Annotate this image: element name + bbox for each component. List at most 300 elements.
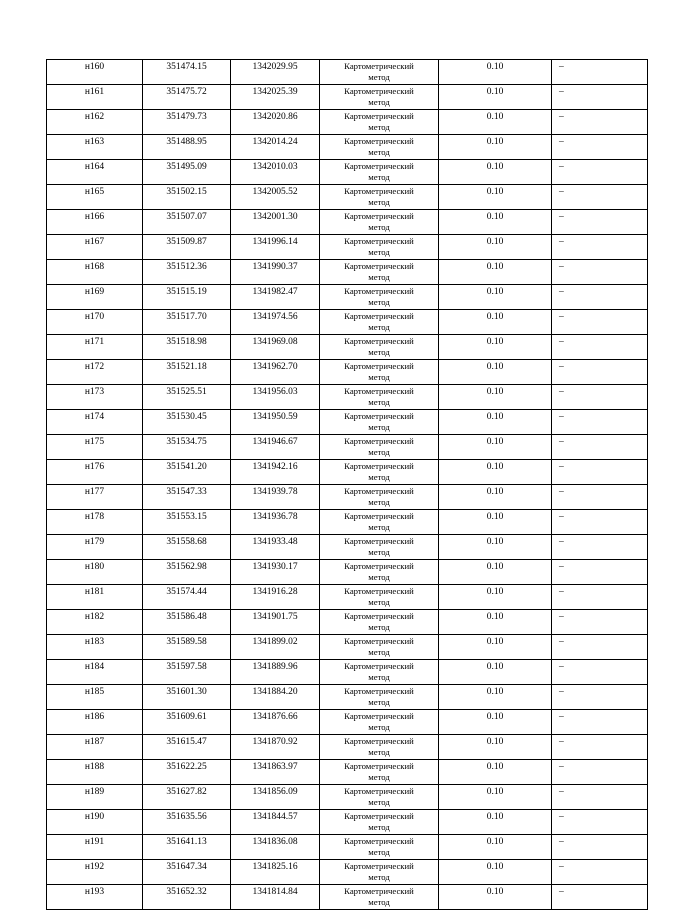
note-cell: – — [552, 735, 648, 760]
method-label-line1: Картометрический — [344, 136, 414, 146]
note-cell: – — [552, 585, 648, 610]
y-coordinate-cell: 1342029.95 — [231, 60, 320, 85]
x-coordinate-cell: 351534.75 — [143, 435, 231, 460]
y-coordinate-cell: 1341946.67 — [231, 435, 320, 460]
method-label-line2: метод — [368, 471, 390, 482]
point-id-cell: н162 — [47, 110, 143, 135]
point-id-cell: н165 — [47, 185, 143, 210]
accuracy-cell: 0.10 — [439, 560, 552, 585]
method-label-line2: метод — [368, 121, 390, 132]
y-coordinate-cell: 1341884.20 — [231, 685, 320, 710]
method-label-line1: Картометрический — [344, 186, 414, 196]
accuracy-cell: 0.10 — [439, 235, 552, 260]
point-id-cell: н183 — [47, 635, 143, 660]
accuracy-cell: 0.10 — [439, 210, 552, 235]
method-cell — [320, 360, 439, 385]
accuracy-cell: 0.10 — [439, 760, 552, 785]
method-label-line1: Картометрический — [344, 686, 414, 696]
method-cell — [320, 185, 439, 210]
method-label-line2: метод — [368, 721, 390, 732]
method-label-line1: Картометрический — [344, 711, 414, 721]
accuracy-cell: 0.10 — [439, 310, 552, 335]
method-label-line1: Картометрический — [344, 411, 414, 421]
point-id-cell: н176 — [47, 460, 143, 485]
x-coordinate-cell: 351525.51 — [143, 385, 231, 410]
method-label-line1: Картометрический — [344, 486, 414, 496]
y-coordinate-cell: 1341939.78 — [231, 485, 320, 510]
accuracy-cell: 0.10 — [439, 160, 552, 185]
y-coordinate-cell: 1342005.52 — [231, 185, 320, 210]
point-id-cell: н181 — [47, 585, 143, 610]
note-cell: – — [552, 860, 648, 885]
accuracy-cell: 0.10 — [439, 435, 552, 460]
y-coordinate-cell: 1341844.57 — [231, 810, 320, 835]
y-coordinate-cell: 1341856.09 — [231, 785, 320, 810]
method-cell — [320, 460, 439, 485]
table-row — [47, 735, 648, 760]
point-id-cell: н166 — [47, 210, 143, 235]
note-cell: – — [552, 535, 648, 560]
accuracy-cell: 0.10 — [439, 835, 552, 860]
y-coordinate-cell: 1341933.48 — [231, 535, 320, 560]
note-cell: – — [552, 285, 648, 310]
table-row — [47, 385, 648, 410]
x-coordinate-cell: 351574.44 — [143, 585, 231, 610]
x-coordinate-cell: 351521.18 — [143, 360, 231, 385]
y-coordinate-cell: 1341930.17 — [231, 560, 320, 585]
point-id-cell: н178 — [47, 510, 143, 535]
y-coordinate-cell: 1341982.47 — [231, 285, 320, 310]
method-cell — [320, 160, 439, 185]
x-coordinate-cell: 351512.36 — [143, 260, 231, 285]
method-label-line2: метод — [368, 546, 390, 557]
x-coordinate-cell: 351597.58 — [143, 660, 231, 685]
method-cell — [320, 260, 439, 285]
accuracy-cell: 0.10 — [439, 410, 552, 435]
table-row — [47, 710, 648, 735]
y-coordinate-cell: 1341962.70 — [231, 360, 320, 385]
note-cell: – — [552, 510, 648, 535]
table-row — [47, 160, 648, 185]
method-label-line1: Картометрический — [344, 161, 414, 171]
note-cell: – — [552, 560, 648, 585]
method-label-line2: метод — [368, 396, 390, 407]
table-row — [47, 210, 648, 235]
method-label-line2: метод — [368, 271, 390, 282]
note-cell: – — [552, 635, 648, 660]
accuracy-cell: 0.10 — [439, 535, 552, 560]
method-label-line2: метод — [368, 771, 390, 782]
note-cell: – — [552, 410, 648, 435]
x-coordinate-cell: 351641.13 — [143, 835, 231, 860]
table-row — [47, 785, 648, 810]
method-label-line1: Картометрический — [344, 636, 414, 646]
x-coordinate-cell: 351586.48 — [143, 610, 231, 635]
y-coordinate-cell: 1341990.37 — [231, 260, 320, 285]
point-id-cell: н169 — [47, 285, 143, 310]
accuracy-cell: 0.10 — [439, 85, 552, 110]
accuracy-cell: 0.10 — [439, 685, 552, 710]
method-cell — [320, 760, 439, 785]
method-label-line1: Картометрический — [344, 211, 414, 221]
method-cell — [320, 485, 439, 510]
method-label-line2: метод — [368, 296, 390, 307]
method-cell — [320, 110, 439, 135]
x-coordinate-cell: 351553.15 — [143, 510, 231, 535]
method-label-line1: Картометрический — [344, 836, 414, 846]
note-cell: – — [552, 485, 648, 510]
y-coordinate-cell: 1341825.16 — [231, 860, 320, 885]
method-label-line1: Картометрический — [344, 511, 414, 521]
accuracy-cell: 0.10 — [439, 335, 552, 360]
table-row — [47, 585, 648, 610]
accuracy-cell: 0.10 — [439, 110, 552, 135]
note-cell: – — [552, 660, 648, 685]
accuracy-cell: 0.10 — [439, 485, 552, 510]
x-coordinate-cell: 351507.07 — [143, 210, 231, 235]
accuracy-cell: 0.10 — [439, 135, 552, 160]
method-label-line1: Картометрический — [344, 261, 414, 271]
method-label-line1: Картометрический — [344, 86, 414, 96]
table-row — [47, 185, 648, 210]
accuracy-cell: 0.10 — [439, 810, 552, 835]
note-cell: – — [552, 435, 648, 460]
method-label-line2: метод — [368, 421, 390, 432]
method-label-line2: метод — [368, 446, 390, 457]
table-row — [47, 285, 648, 310]
note-cell: – — [552, 335, 648, 360]
table-row — [47, 535, 648, 560]
y-coordinate-cell: 1342014.24 — [231, 135, 320, 160]
accuracy-cell: 0.10 — [439, 860, 552, 885]
method-cell — [320, 60, 439, 85]
y-coordinate-cell: 1342001.30 — [231, 210, 320, 235]
x-coordinate-cell: 351609.61 — [143, 710, 231, 735]
accuracy-cell: 0.10 — [439, 785, 552, 810]
method-label-line2: метод — [368, 621, 390, 632]
note-cell: – — [552, 260, 648, 285]
method-label-line2: метод — [368, 246, 390, 257]
method-cell — [320, 785, 439, 810]
method-label-line1: Картометрический — [344, 111, 414, 121]
note-cell: – — [552, 760, 648, 785]
note-cell: – — [552, 885, 648, 910]
x-coordinate-cell: 351479.73 — [143, 110, 231, 135]
note-cell: – — [552, 60, 648, 85]
y-coordinate-cell: 1341916.28 — [231, 585, 320, 610]
method-label-line1: Картометрический — [344, 461, 414, 471]
x-coordinate-cell: 351518.98 — [143, 335, 231, 360]
point-id-cell: н189 — [47, 785, 143, 810]
point-id-cell: н188 — [47, 760, 143, 785]
method-label-line1: Картометрический — [344, 336, 414, 346]
accuracy-cell: 0.10 — [439, 635, 552, 660]
point-id-cell: н170 — [47, 310, 143, 335]
x-coordinate-cell: 351509.87 — [143, 235, 231, 260]
note-cell: – — [552, 110, 648, 135]
table-row — [47, 460, 648, 485]
accuracy-cell: 0.10 — [439, 585, 552, 610]
table-row — [47, 310, 648, 335]
table-row — [47, 60, 648, 85]
note-cell: – — [552, 835, 648, 860]
point-id-cell: н172 — [47, 360, 143, 385]
method-label-line2: метод — [368, 646, 390, 657]
note-cell: – — [552, 210, 648, 235]
method-label-line2: метод — [368, 496, 390, 507]
point-id-cell: н160 — [47, 60, 143, 85]
note-cell: – — [552, 185, 648, 210]
method-cell — [320, 235, 439, 260]
method-label-line1: Картометрический — [344, 436, 414, 446]
method-label-line2: метод — [368, 146, 390, 157]
y-coordinate-cell: 1341974.56 — [231, 310, 320, 335]
accuracy-cell: 0.10 — [439, 385, 552, 410]
method-label-line1: Картометрический — [344, 761, 414, 771]
method-cell — [320, 610, 439, 635]
method-cell — [320, 310, 439, 335]
method-cell — [320, 535, 439, 560]
point-id-cell: н173 — [47, 385, 143, 410]
y-coordinate-cell: 1341901.75 — [231, 610, 320, 635]
method-label-line2: метод — [368, 371, 390, 382]
y-coordinate-cell: 1341996.14 — [231, 235, 320, 260]
accuracy-cell: 0.10 — [439, 185, 552, 210]
x-coordinate-cell: 351547.33 — [143, 485, 231, 510]
method-label-line2: метод — [368, 71, 390, 82]
table-row — [47, 685, 648, 710]
point-id-cell: н193 — [47, 885, 143, 910]
note-cell: – — [552, 385, 648, 410]
x-coordinate-cell: 351495.09 — [143, 160, 231, 185]
table-row — [47, 135, 648, 160]
point-id-cell: н161 — [47, 85, 143, 110]
x-coordinate-cell: 351488.95 — [143, 135, 231, 160]
accuracy-cell: 0.10 — [439, 460, 552, 485]
point-id-cell: н187 — [47, 735, 143, 760]
method-label-line2: метод — [368, 221, 390, 232]
method-label-line2: метод — [368, 846, 390, 857]
method-label-line1: Картометрический — [344, 886, 414, 896]
x-coordinate-cell: 351622.25 — [143, 760, 231, 785]
method-cell — [320, 385, 439, 410]
accuracy-cell: 0.10 — [439, 510, 552, 535]
method-cell — [320, 685, 439, 710]
x-coordinate-cell: 351517.70 — [143, 310, 231, 335]
accuracy-cell: 0.10 — [439, 610, 552, 635]
accuracy-cell: 0.10 — [439, 885, 552, 910]
point-id-cell: н185 — [47, 685, 143, 710]
note-cell: – — [552, 460, 648, 485]
table-row — [47, 760, 648, 785]
table-row — [47, 110, 648, 135]
x-coordinate-cell: 351635.56 — [143, 810, 231, 835]
y-coordinate-cell: 1342025.39 — [231, 85, 320, 110]
x-coordinate-cell: 351615.47 — [143, 735, 231, 760]
table-row — [47, 810, 648, 835]
table-row — [47, 410, 648, 435]
method-label-line1: Картометрический — [344, 536, 414, 546]
y-coordinate-cell: 1341936.78 — [231, 510, 320, 535]
y-coordinate-cell: 1341863.97 — [231, 760, 320, 785]
note-cell: – — [552, 785, 648, 810]
note-cell: – — [552, 160, 648, 185]
accuracy-cell: 0.10 — [439, 260, 552, 285]
method-cell — [320, 285, 439, 310]
x-coordinate-cell: 351530.45 — [143, 410, 231, 435]
table-row — [47, 85, 648, 110]
method-label-line2: метод — [368, 821, 390, 832]
y-coordinate-cell: 1341969.08 — [231, 335, 320, 360]
y-coordinate-cell: 1341942.16 — [231, 460, 320, 485]
point-id-cell: н163 — [47, 135, 143, 160]
x-coordinate-cell: 351515.19 — [143, 285, 231, 310]
method-label-line1: Картометрический — [344, 861, 414, 871]
method-cell — [320, 85, 439, 110]
point-id-cell: н168 — [47, 260, 143, 285]
y-coordinate-cell: 1342020.86 — [231, 110, 320, 135]
method-label-line1: Картометрический — [344, 286, 414, 296]
table-row — [47, 660, 648, 685]
method-cell — [320, 810, 439, 835]
table-row — [47, 635, 648, 660]
table-row — [47, 510, 648, 535]
method-cell — [320, 335, 439, 360]
method-label-line2: метод — [368, 696, 390, 707]
note-cell: – — [552, 310, 648, 335]
method-label-line2: метод — [368, 96, 390, 107]
x-coordinate-cell: 351589.58 — [143, 635, 231, 660]
accuracy-cell: 0.10 — [439, 285, 552, 310]
method-label-line2: метод — [368, 346, 390, 357]
y-coordinate-cell: 1341836.08 — [231, 835, 320, 860]
method-label-line1: Картометрический — [344, 561, 414, 571]
x-coordinate-cell: 351627.82 — [143, 785, 231, 810]
accuracy-cell: 0.10 — [439, 710, 552, 735]
table-row — [47, 260, 648, 285]
y-coordinate-cell: 1341870.92 — [231, 735, 320, 760]
method-label-line2: метод — [368, 671, 390, 682]
method-label-line2: метод — [368, 171, 390, 182]
table-row — [47, 560, 648, 585]
x-coordinate-cell: 351474.15 — [143, 60, 231, 85]
accuracy-cell: 0.10 — [439, 660, 552, 685]
note-cell: – — [552, 360, 648, 385]
method-label-line1: Картометрический — [344, 736, 414, 746]
y-coordinate-cell: 1342010.03 — [231, 160, 320, 185]
method-cell — [320, 210, 439, 235]
accuracy-cell: 0.10 — [439, 735, 552, 760]
note-cell: – — [552, 685, 648, 710]
method-label-line2: метод — [368, 596, 390, 607]
method-label-line2: метод — [368, 871, 390, 882]
note-cell: – — [552, 235, 648, 260]
method-cell — [320, 885, 439, 910]
point-id-cell: н182 — [47, 610, 143, 635]
table-row — [47, 335, 648, 360]
method-cell — [320, 585, 439, 610]
method-label-line1: Картометрический — [344, 236, 414, 246]
method-cell — [320, 435, 439, 460]
point-id-cell: н180 — [47, 560, 143, 585]
method-cell — [320, 135, 439, 160]
table-row — [47, 435, 648, 460]
x-coordinate-cell: 351647.34 — [143, 860, 231, 885]
method-label-line1: Картометрический — [344, 586, 414, 596]
table-row — [47, 360, 648, 385]
point-id-cell: н184 — [47, 660, 143, 685]
point-id-cell: н171 — [47, 335, 143, 360]
method-label-line2: метод — [368, 571, 390, 582]
note-cell: – — [552, 810, 648, 835]
point-id-cell: н174 — [47, 410, 143, 435]
point-id-cell: н190 — [47, 810, 143, 835]
table-row — [47, 485, 648, 510]
method-label-line1: Картометрический — [344, 661, 414, 671]
method-cell — [320, 835, 439, 860]
method-cell — [320, 635, 439, 660]
method-label-line1: Картометрический — [344, 361, 414, 371]
x-coordinate-cell: 351502.15 — [143, 185, 231, 210]
coordinates-table-body — [47, 60, 648, 910]
point-id-cell: н191 — [47, 835, 143, 860]
accuracy-cell: 0.10 — [439, 60, 552, 85]
x-coordinate-cell: 351475.72 — [143, 85, 231, 110]
method-label-line1: Картометрический — [344, 811, 414, 821]
x-coordinate-cell: 351541.20 — [143, 460, 231, 485]
y-coordinate-cell: 1341899.02 — [231, 635, 320, 660]
note-cell: – — [552, 85, 648, 110]
coordinates-table — [46, 59, 648, 910]
point-id-cell: н167 — [47, 235, 143, 260]
note-cell: – — [552, 710, 648, 735]
method-label-line1: Картометрический — [344, 386, 414, 396]
x-coordinate-cell: 351601.30 — [143, 685, 231, 710]
accuracy-cell: 0.10 — [439, 360, 552, 385]
y-coordinate-cell: 1341956.03 — [231, 385, 320, 410]
point-id-cell: н192 — [47, 860, 143, 885]
note-cell: – — [552, 610, 648, 635]
point-id-cell: н164 — [47, 160, 143, 185]
method-label-line2: метод — [368, 321, 390, 332]
method-cell — [320, 510, 439, 535]
y-coordinate-cell: 1341876.66 — [231, 710, 320, 735]
point-id-cell: н175 — [47, 435, 143, 460]
method-label-line1: Картометрический — [344, 311, 414, 321]
table-row — [47, 860, 648, 885]
table-row — [47, 885, 648, 910]
method-cell — [320, 860, 439, 885]
y-coordinate-cell: 1341814.84 — [231, 885, 320, 910]
y-coordinate-cell: 1341950.59 — [231, 410, 320, 435]
point-id-cell: н186 — [47, 710, 143, 735]
method-label-line1: Картометрический — [344, 61, 414, 71]
table-row — [47, 235, 648, 260]
table-row — [47, 835, 648, 860]
x-coordinate-cell: 351562.98 — [143, 560, 231, 585]
method-cell — [320, 410, 439, 435]
table-row — [47, 610, 648, 635]
y-coordinate-cell: 1341889.96 — [231, 660, 320, 685]
method-cell — [320, 710, 439, 735]
method-label-line2: метод — [368, 796, 390, 807]
method-cell — [320, 560, 439, 585]
method-label-line2: метод — [368, 896, 390, 907]
method-cell — [320, 660, 439, 685]
x-coordinate-cell: 351558.68 — [143, 535, 231, 560]
note-cell: – — [552, 135, 648, 160]
point-id-cell: н177 — [47, 485, 143, 510]
